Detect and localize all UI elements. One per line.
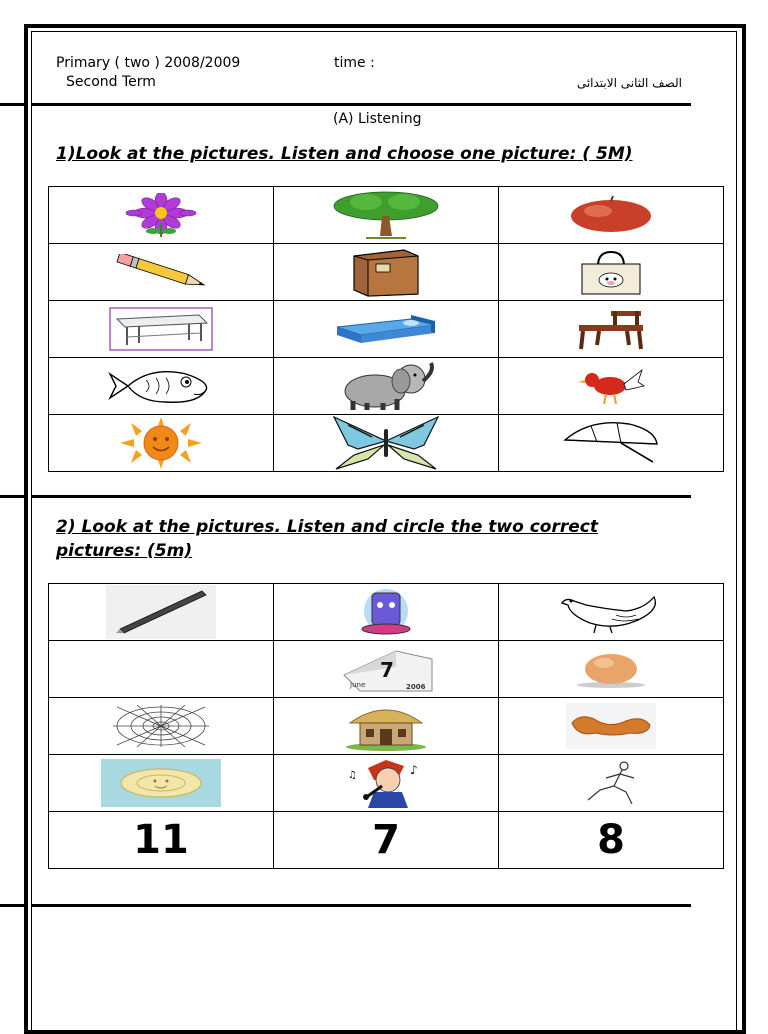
pencil-icon: [106, 254, 216, 290]
rule-section-1: [31, 495, 691, 498]
pen-icon: [106, 585, 216, 639]
hat-icon: [346, 587, 426, 637]
q1-cell[interactable]: [274, 244, 499, 301]
q2-cell[interactable]: [274, 584, 499, 641]
q2-cell[interactable]: [499, 584, 724, 641]
term-label: Second Term: [66, 74, 156, 90]
fish-icon: [106, 364, 216, 408]
q1-cell[interactable]: [49, 187, 274, 244]
q2-cell[interactable]: [274, 755, 499, 812]
q1-cell[interactable]: [499, 301, 724, 358]
singer-icon: [338, 758, 434, 808]
q2-cell[interactable]: [499, 698, 724, 755]
section-title: (A) Listening: [333, 111, 422, 127]
q2-number-cell: [49, 812, 274, 869]
rule-left-2: [0, 495, 26, 498]
flower-icon: [106, 193, 216, 237]
q2-prompt-line1: 2) Look at the pictures. Listen and circle the two correct: [56, 517, 598, 537]
hen-icon: [556, 589, 666, 635]
q1-cell[interactable]: [49, 358, 274, 415]
butterfly-icon: [328, 415, 444, 471]
q2-prompt-line2: pictures: (5m): [56, 541, 193, 561]
bed-icon: [331, 311, 441, 347]
q1-cell[interactable]: [49, 301, 274, 358]
grade-line: Primary ( two ) 2008/2009: [56, 55, 241, 71]
q1-cell[interactable]: [274, 301, 499, 358]
q1-cell[interactable]: [274, 415, 499, 472]
q1-cell[interactable]: [49, 415, 274, 472]
q1-cell[interactable]: [274, 358, 499, 415]
svg-text:♪: ♪: [410, 763, 418, 777]
runner-icon: [566, 760, 656, 806]
apple-icon: [566, 195, 656, 235]
q2-cell[interactable]: [274, 641, 499, 698]
q2-cell[interactable]: [49, 584, 274, 641]
book-icon: [346, 246, 426, 298]
desk-icon: [109, 307, 213, 351]
bench-icon: [571, 307, 651, 351]
elephant-icon: [331, 361, 441, 411]
svg-text:June: June: [350, 681, 366, 689]
q2-number-cell: [499, 812, 724, 869]
tree-icon: [326, 190, 446, 240]
q1-cell[interactable]: [499, 358, 724, 415]
q2-picture-table: [48, 583, 724, 869]
q2-number-cell: [274, 812, 499, 869]
q1-picture-table: [48, 186, 724, 472]
number-label: 8: [597, 817, 625, 863]
umbrella-icon: [561, 420, 661, 466]
sun-icon: [106, 417, 216, 469]
calendar-icon: [336, 645, 436, 693]
bag-icon: [576, 248, 646, 296]
arabic-title: الصف الثانى الابتدائى: [576, 76, 682, 90]
number-label: 7: [372, 817, 400, 863]
web-icon: [113, 705, 209, 747]
q2-cell[interactable]: [49, 641, 274, 698]
q2-cell[interactable]: [49, 698, 274, 755]
number-label: 11: [133, 817, 189, 863]
q1-cell[interactable]: [499, 187, 724, 244]
q1-cell[interactable]: [499, 415, 724, 472]
q2-cell[interactable]: [499, 755, 724, 812]
rule-left-3: [0, 904, 26, 907]
sausage-icon: [566, 703, 656, 749]
rule-section-2: [31, 904, 691, 907]
svg-text:2006: 2006: [406, 683, 426, 691]
rule-header: [31, 103, 691, 106]
rule-left-1: [0, 103, 26, 106]
hut-icon: [344, 701, 428, 751]
svg-text:7: 7: [380, 658, 394, 682]
svg-text:♫: ♫: [348, 770, 357, 781]
bird-icon: [576, 364, 646, 408]
coin-icon: [101, 759, 221, 807]
q2-cell[interactable]: [49, 755, 274, 812]
q1-cell[interactable]: [49, 244, 274, 301]
egg-icon: [566, 649, 656, 689]
q2-cell[interactable]: [274, 698, 499, 755]
q1-cell[interactable]: [499, 244, 724, 301]
time-label: time :: [334, 55, 375, 71]
q1-cell[interactable]: [274, 187, 499, 244]
q1-prompt: 1)Look at the pictures. Listen and choose one picture: ( 5M): [56, 144, 633, 164]
q2-cell[interactable]: [499, 641, 724, 698]
